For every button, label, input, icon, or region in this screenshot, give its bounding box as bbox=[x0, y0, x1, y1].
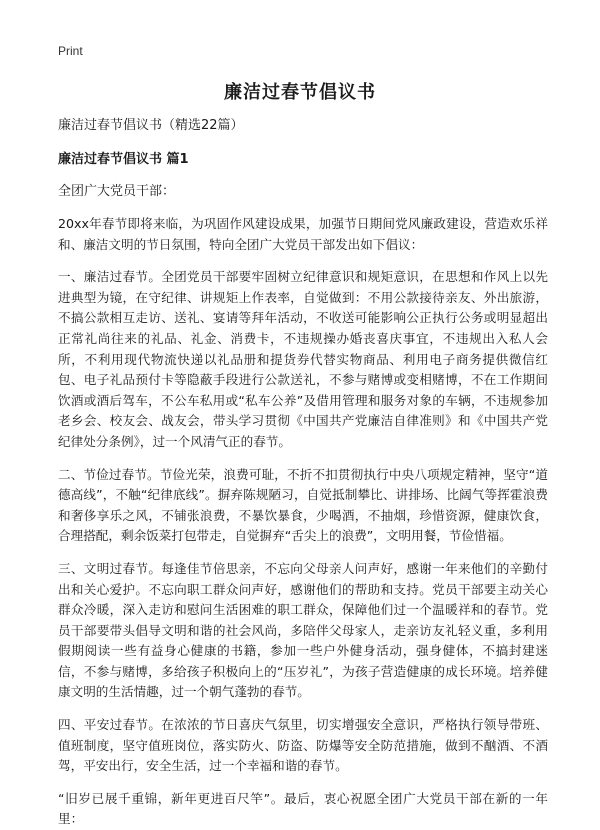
paragraph-integrity: 一、廉洁过春节。全团党员干部要牢固树立纪律意识和规矩意识，在思想和作风上以先进典型为镜，在守纪律、讲规矩上作表率，自觉做到：不用公款接待亲友、外出旅游，不搞公款相互走访、送礼、宴请等拜年活动，不收送可能影响公正执行公务或明显超出正常礼尚往来的礼品、礼金、消费卡，不违规操办婚丧喜庆事宜，不违规出入私人会所，不利用现代物流快递以礼品册和提货券代替实物商品、利用电子商务提供微信红包、电子礼品预付卡等隐蔽手段进行公款送礼，不参与赌博或变相赌博，不在工作期间饮酒或酒后驾车，不公车私用或“私车公养”及借用管理和服务对象的车辆，不违规参加老乡会、校友会、战友会，带头学习贯彻《中国共产党廉洁自律准则》和《中国共产党纪律处分条例》，过一个风清气正的春节。 bbox=[58, 269, 548, 449]
paragraph-intro: 20xx年春节即将来临，为巩固作风建设成果，加强节日期间党风廉政建设，营造欢乐祥和、廉洁文明的节日氛围，特向全团广大党员干部发出如下倡议： bbox=[58, 216, 548, 252]
section-heading: 廉洁过春节倡议书 篇1 bbox=[58, 152, 189, 167]
paragraph-civility: 三、文明过春节。每逢佳节倍思亲，不忘向父母亲人问声好，感谢一年来他们的辛勤付出和关心爱护。不忘向职工群众问声好，感谢他们的帮助和支持。党员干部要主动关心群众冷暖，深入走访和慰问生活困难的职工群众，保障他们过一个温暖祥和的春节。党员干部要带头倡导文明和谐的社会风尚，多陪伴父母家人，走亲访友礼轻义重，多利用假期阅读一些有益身心健康的书籍，参加一些户外健身活动，强身健体，不搞封建迷信，不参与赌博，多给孩子积极向上的“压岁礼”，为孩子营造健康的成长环境。培养健康文明的生活情趣，过一个朝气蓬勃的春节。 bbox=[58, 560, 548, 700]
article-subtitle: 廉洁过春节倡议书（精选22篇） bbox=[58, 118, 244, 133]
article-body bbox=[58, 116, 548, 830]
page-title: 廉洁过春节倡议书 bbox=[224, 82, 376, 103]
paragraph-frugality: 二、节俭过春节。节俭光荣，浪费可耻，不折不扣贯彻执行中央八项规定精神，坚守“道德高线”，不触“纪律底线”。摒弃陈规陋习，自觉抵制攀比、讲排场、比阔气等挥霍浪费和奢侈享乐之风，不铺张浪费，不暴饮暴食，少喝酒，不抽烟，珍惜资源，健康饮食，合理搭配，剩余饭菜打包带走，自觉摒弃“舌尖上的浪费”，文明用餐，节俭惜福。 bbox=[58, 466, 548, 544]
paragraph-closing: “旧岁已展千重锦，新年更进百尺竿”。最后，衷心祝愿全团广大党员干部在新的一年里： bbox=[58, 790, 548, 827]
print-link[interactable]: Print bbox=[58, 44, 83, 58]
paragraph-safety: 四、平安过春节。在浓浓的节日喜庆气氛里，切实增强安全意识，严格执行领导带班、值班制度，坚守值班岗位，落实防火、防盗、防爆等安全防范措施，做到不酗酒、不酒驾，平安出行，安全生活，过一个幸福和谐的春节。 bbox=[58, 717, 548, 774]
salutation: 全团广大党员干部： bbox=[58, 184, 176, 199]
